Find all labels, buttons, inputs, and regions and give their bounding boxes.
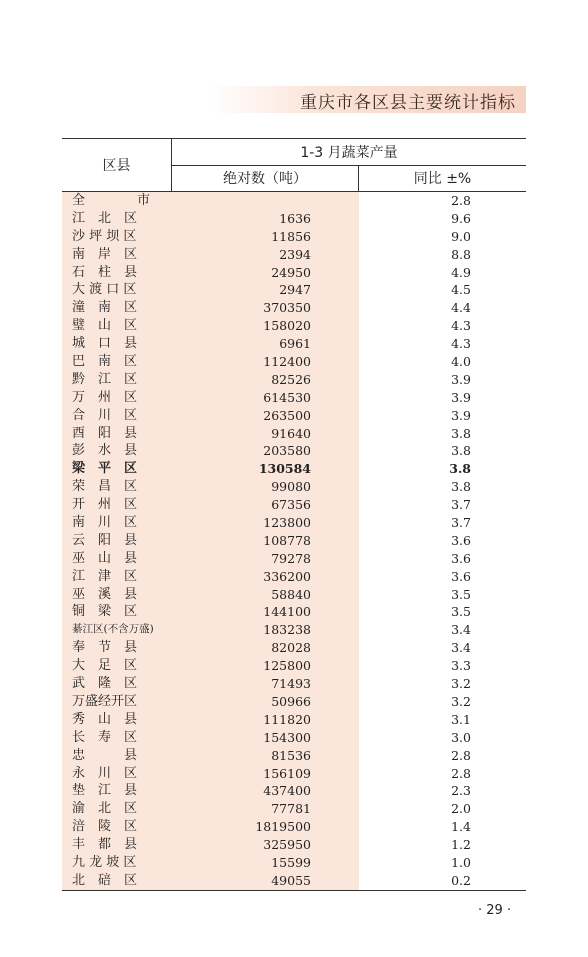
table-row [62, 657, 526, 675]
yoy-change-cell: 3.3 [359, 657, 526, 675]
absolute-value-cell: 77781 [172, 800, 359, 818]
table-row [62, 353, 526, 371]
yoy-change-cell: 0.2 [359, 872, 526, 890]
yoy-change-cell: 3.9 [359, 407, 526, 425]
table-row [62, 514, 526, 532]
absolute-value-cell: 67356 [172, 496, 359, 514]
absolute-value-cell: 82526 [172, 371, 359, 389]
district-name-cell: 沙 坪 坝 区 [62, 228, 172, 246]
table-row [62, 192, 526, 210]
table-row [62, 496, 526, 514]
yoy-change-cell: 4.0 [359, 353, 526, 371]
table-row [62, 675, 526, 693]
yoy-change-cell: 2.3 [359, 782, 526, 800]
absolute-value-cell: 156109 [172, 765, 359, 783]
absolute-value-cell: 79278 [172, 550, 359, 568]
table-row [62, 246, 526, 264]
district-name-cell: 巴 南 区 [62, 353, 172, 371]
yoy-change-cell: 8.8 [359, 246, 526, 264]
yoy-change-cell: 3.8 [359, 425, 526, 443]
absolute-value-cell: 437400 [172, 782, 359, 800]
district-name-cell: 垫 江 县 [62, 782, 172, 800]
table-row [62, 729, 526, 747]
district-name-cell: 南 岸 区 [62, 246, 172, 264]
district-name-cell: 开 州 区 [62, 496, 172, 514]
column-header-yoy: 同比 ±% [413, 171, 472, 187]
district-name-cell: 九 龙 坡 区 [62, 854, 172, 872]
absolute-value-cell: 123800 [172, 514, 359, 532]
yoy-change-cell: 4.9 [359, 264, 526, 282]
yoy-change-cell: 4.3 [359, 335, 526, 353]
district-name-cell: 大 足 区 [62, 657, 172, 675]
absolute-value-cell: 336200 [172, 568, 359, 586]
absolute-value-cell: 1819500 [172, 818, 359, 836]
table-row [62, 550, 526, 568]
table-row [62, 568, 526, 586]
table-row [62, 782, 526, 800]
district-name-cell: 合 川 区 [62, 407, 172, 425]
absolute-value-cell: 125800 [172, 657, 359, 675]
absolute-value-cell: 11856 [172, 228, 359, 246]
table-row [62, 407, 526, 425]
yoy-change-cell: 3.5 [359, 603, 526, 621]
table-header [62, 138, 526, 192]
page-number: · 29 · [478, 903, 512, 918]
column-group-header-vegetable-output: 1-3 月蔬菜产量 [172, 139, 526, 166]
yoy-change-cell: 3.8 [359, 460, 526, 478]
column-header-absolute: 绝对数（吨） [172, 165, 359, 191]
district-name-cell: 城 口 县 [62, 335, 172, 353]
district-name-cell: 酉 阳 县 [62, 425, 172, 443]
district-name-cell: 璧 山 区 [62, 317, 172, 335]
table-row [62, 586, 526, 604]
district-name-cell: 武 隆 区 [62, 675, 172, 693]
district-name-cell: 潼 南 区 [62, 299, 172, 317]
yoy-change-cell: 3.2 [359, 693, 526, 711]
table-row [62, 478, 526, 496]
table-row [62, 621, 526, 639]
table-row [62, 210, 526, 228]
yoy-change-cell: 4.5 [359, 281, 526, 299]
absolute-value-cell: 111820 [172, 711, 359, 729]
absolute-value-cell: 15599 [172, 854, 359, 872]
yoy-change-cell: 3.9 [359, 371, 526, 389]
table-row [62, 371, 526, 389]
yoy-change-cell: 1.0 [359, 854, 526, 872]
district-name-cell: 忠 县 [62, 747, 172, 765]
page-title: 重庆市各区县主要统计指标 [300, 93, 516, 113]
district-name-cell: 渝 北 区 [62, 800, 172, 818]
district-name-cell: 綦江区(不含万盛) [62, 621, 172, 639]
district-name-cell: 巫 山 县 [62, 550, 172, 568]
absolute-value-cell: 99080 [172, 478, 359, 496]
district-name-cell: 江 北 区 [62, 210, 172, 228]
absolute-value-cell: 2947 [172, 281, 359, 299]
district-name-cell: 永 川 区 [62, 765, 172, 783]
district-name-cell: 石 柱 县 [62, 264, 172, 282]
yoy-change-cell: 3.4 [359, 639, 526, 657]
table-row [62, 872, 526, 890]
yoy-change-cell: 9.0 [359, 228, 526, 246]
absolute-value-cell [172, 192, 359, 210]
yoy-change-cell: 2.8 [359, 765, 526, 783]
table-row [62, 335, 526, 353]
district-name-cell: 江 津 区 [62, 568, 172, 586]
district-name-cell: 黔 江 区 [62, 371, 172, 389]
district-name-cell: 大 渡 口 区 [62, 281, 172, 299]
yoy-change-cell: 3.6 [359, 532, 526, 550]
statistics-table [62, 138, 526, 891]
district-name-cell: 南 川 区 [62, 514, 172, 532]
table-row [62, 425, 526, 443]
district-name-cell: 奉 节 县 [62, 639, 172, 657]
yoy-change-cell: 1.2 [359, 836, 526, 854]
absolute-value-cell: 158020 [172, 317, 359, 335]
district-name-cell: 彭 水 县 [62, 442, 172, 460]
table-row [62, 532, 526, 550]
table-row [62, 639, 526, 657]
yoy-change-cell: 3.6 [359, 550, 526, 568]
table-body [62, 192, 526, 891]
table-row [62, 389, 526, 407]
absolute-value-cell: 614530 [172, 389, 359, 407]
yoy-change-cell: 3.4 [359, 621, 526, 639]
absolute-value-cell: 263500 [172, 407, 359, 425]
absolute-value-cell: 6961 [172, 335, 359, 353]
column-header-district: 区县 [62, 139, 172, 191]
absolute-value-cell: 144100 [172, 603, 359, 621]
district-name-cell: 涪 陵 区 [62, 818, 172, 836]
absolute-value-cell: 108778 [172, 532, 359, 550]
absolute-value-cell: 50966 [172, 693, 359, 711]
district-name-cell: 万盛经开区 [62, 693, 172, 711]
district-name-cell: 梁 平 区 [62, 460, 172, 478]
table-row [62, 442, 526, 460]
table-row [62, 818, 526, 836]
absolute-value-cell: 154300 [172, 729, 359, 747]
absolute-value-cell: 81536 [172, 747, 359, 765]
yoy-change-cell: 3.0 [359, 729, 526, 747]
absolute-value-cell: 183238 [172, 621, 359, 639]
absolute-value-cell: 203580 [172, 442, 359, 460]
absolute-value-cell: 58840 [172, 586, 359, 604]
absolute-value-cell: 370350 [172, 299, 359, 317]
district-name-cell: 北 碚 区 [62, 872, 172, 890]
absolute-value-cell: 1636 [172, 210, 359, 228]
table-row [62, 854, 526, 872]
title-banner [210, 86, 526, 113]
yoy-change-cell: 9.6 [359, 210, 526, 228]
absolute-value-cell: 2394 [172, 246, 359, 264]
district-name-cell: 丰 都 县 [62, 836, 172, 854]
district-name-cell: 秀 山 县 [62, 711, 172, 729]
absolute-value-cell: 82028 [172, 639, 359, 657]
yoy-change-cell: 4.4 [359, 299, 526, 317]
table-row [62, 765, 526, 783]
absolute-value-cell: 71493 [172, 675, 359, 693]
district-name-cell: 荣 昌 区 [62, 478, 172, 496]
absolute-value-cell: 91640 [172, 425, 359, 443]
yoy-change-cell: 3.7 [359, 514, 526, 532]
yoy-change-cell: 3.8 [359, 442, 526, 460]
yoy-change-cell: 3.9 [359, 389, 526, 407]
table-row [62, 711, 526, 729]
table-row [62, 264, 526, 282]
yoy-change-cell: 2.8 [359, 747, 526, 765]
absolute-value-cell: 49055 [172, 872, 359, 890]
yoy-change-cell: 3.6 [359, 568, 526, 586]
yoy-change-cell: 4.3 [359, 317, 526, 335]
district-name-cell: 全 市 [62, 192, 172, 210]
absolute-value-cell: 24950 [172, 264, 359, 282]
yoy-change-cell: 3.8 [359, 478, 526, 496]
table-row [62, 603, 526, 621]
district-name-cell: 铜 梁 区 [62, 603, 172, 621]
table-row [62, 281, 526, 299]
absolute-value-cell: 130584 [172, 460, 359, 478]
table-row [62, 317, 526, 335]
yoy-change-cell: 3.1 [359, 711, 526, 729]
yoy-change-cell: 3.5 [359, 586, 526, 604]
yoy-change-cell: 3.7 [359, 496, 526, 514]
table-row [62, 299, 526, 317]
table-row [62, 836, 526, 854]
district-name-cell: 万 州 区 [62, 389, 172, 407]
absolute-value-cell: 112400 [172, 353, 359, 371]
table-row [62, 800, 526, 818]
district-name-cell: 长 寿 区 [62, 729, 172, 747]
yoy-change-cell: 2.0 [359, 800, 526, 818]
district-name-cell: 巫 溪 县 [62, 586, 172, 604]
table-row [62, 747, 526, 765]
absolute-value-cell: 325950 [172, 836, 359, 854]
yoy-change-cell: 3.2 [359, 675, 526, 693]
yoy-change-cell: 2.8 [359, 192, 526, 210]
table-row [62, 693, 526, 711]
table-row [62, 460, 526, 478]
yoy-change-cell: 1.4 [359, 818, 526, 836]
district-name-cell: 云 阳 县 [62, 532, 172, 550]
table-row [62, 228, 526, 246]
